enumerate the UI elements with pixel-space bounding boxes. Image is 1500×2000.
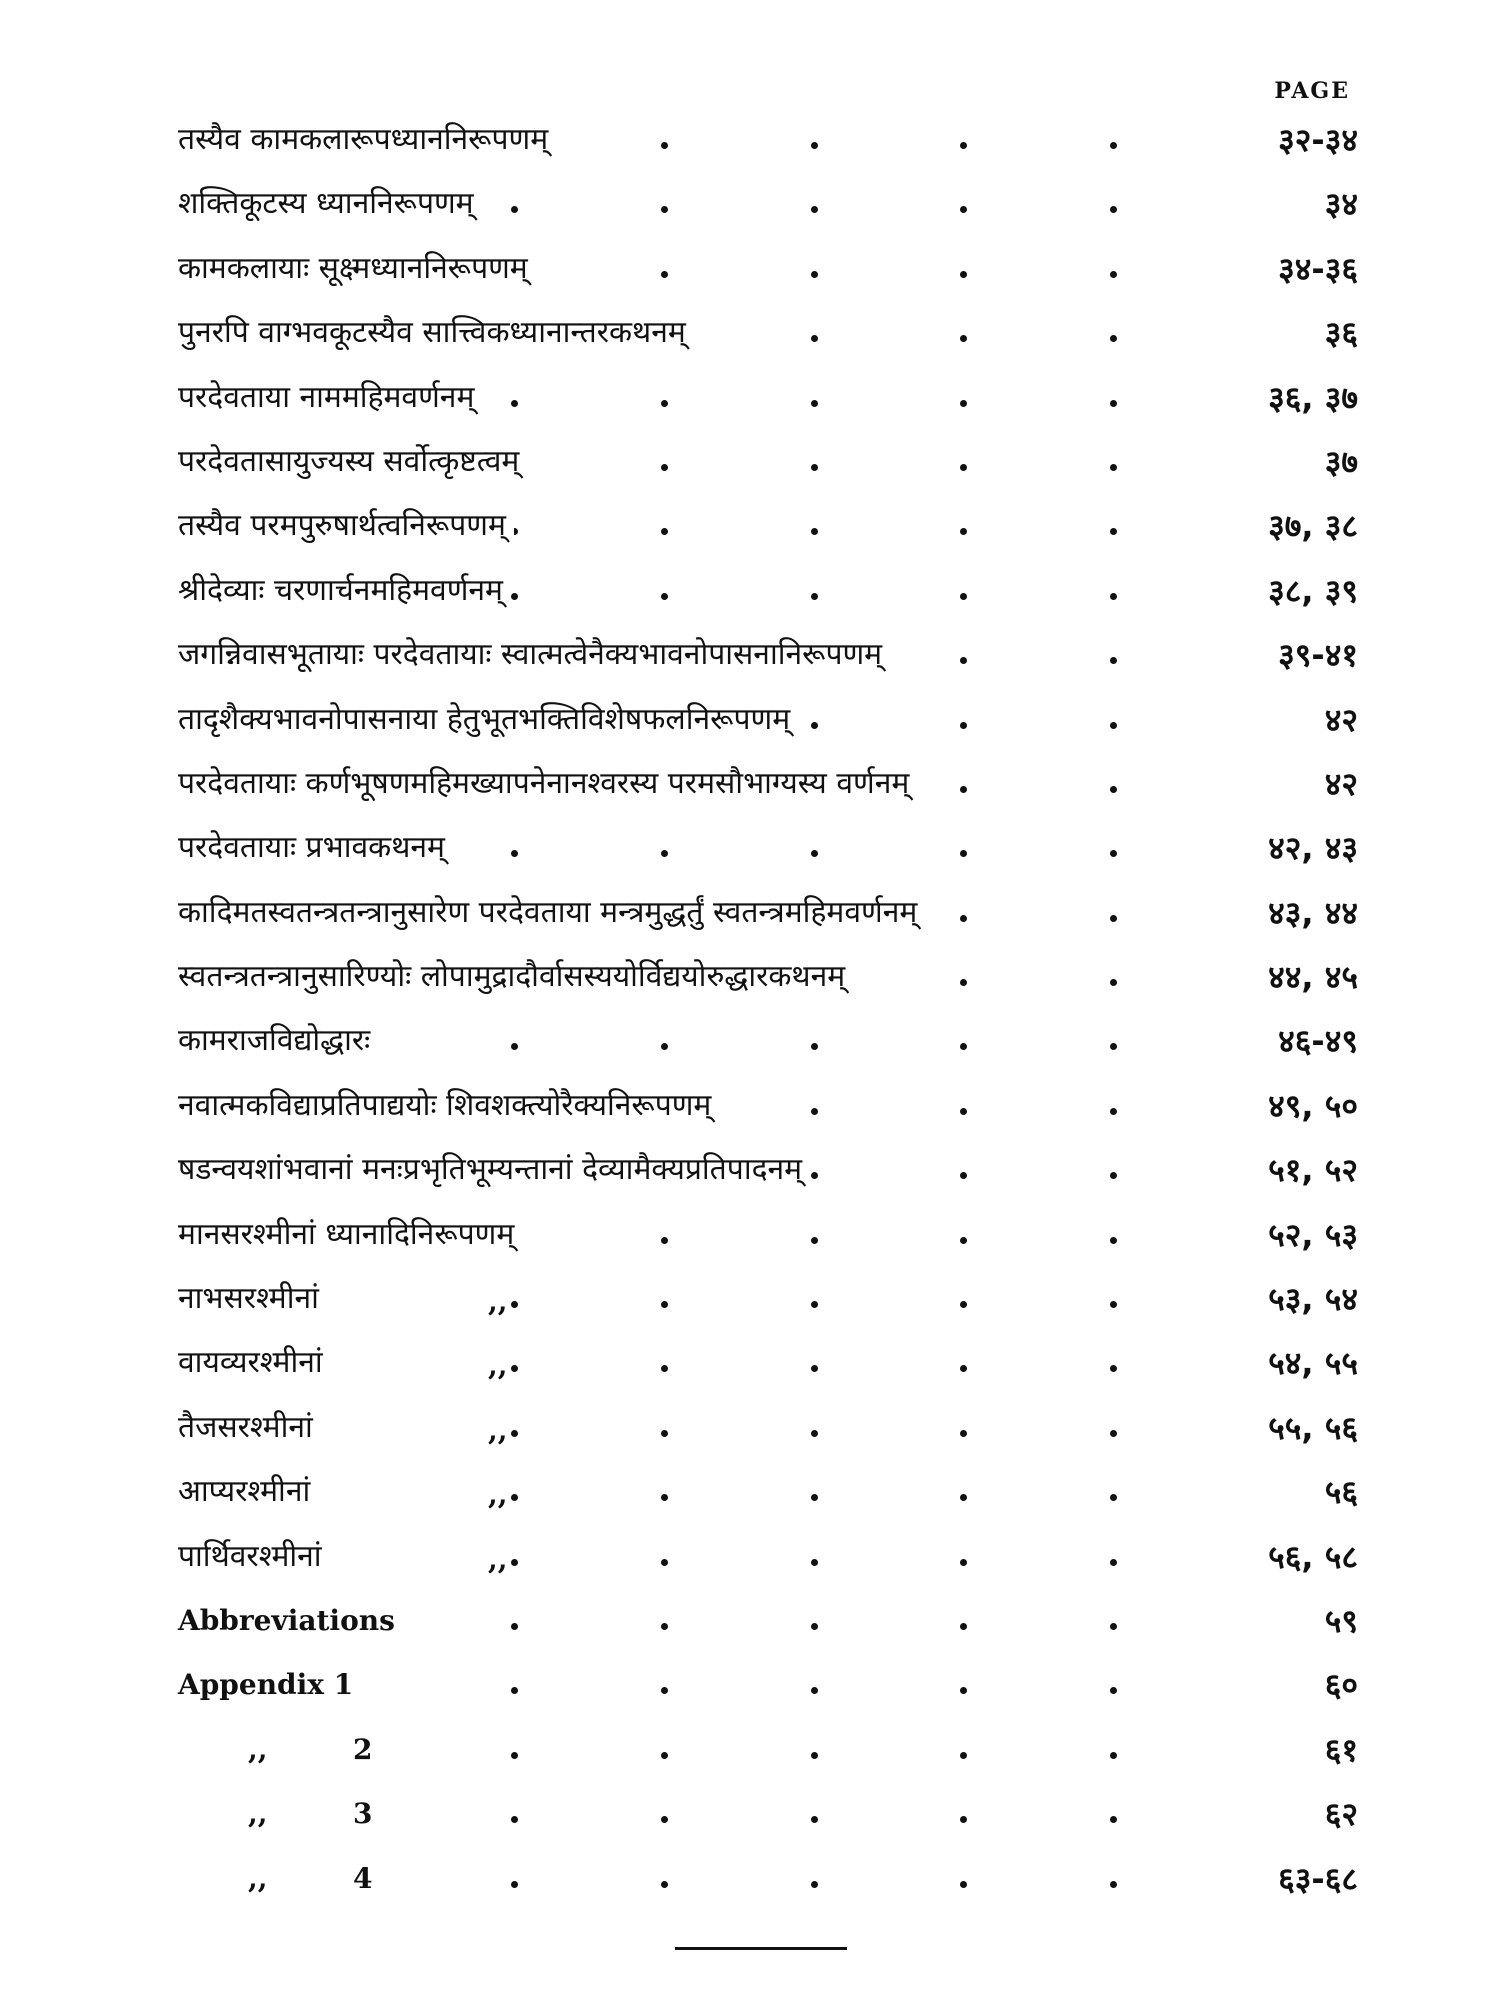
leader-dot [811, 335, 818, 342]
leader-dot [1110, 722, 1117, 729]
toc-entry-title: पार्थिवरश्मीनां [178, 1537, 330, 1577]
toc-row [178, 1591, 1358, 1655]
toc-entry-title: ,, [248, 1859, 276, 1899]
leader-dot [811, 1494, 818, 1501]
leader-dot [1110, 142, 1117, 149]
toc-entry-page: ३४-३६ [1278, 249, 1358, 288]
leader-dot [960, 1623, 967, 1630]
leader-dot [960, 400, 967, 407]
leader-dot [1110, 528, 1117, 535]
toc-entry-page: ४९, ५० [1268, 1086, 1358, 1125]
leader-dot [661, 1365, 668, 1372]
leader-dot [1110, 1365, 1117, 1372]
toc-entry-title: परदेवतासायुज्यस्य सर्वोत्कृष्टत्वम् [178, 442, 527, 482]
toc-entry-ditto: ,, [488, 1542, 508, 1576]
leader-dot [511, 593, 518, 600]
toc-row [178, 625, 1358, 689]
leader-dot [811, 1365, 818, 1372]
leader-dot [511, 400, 518, 407]
leader-dot [511, 850, 518, 857]
toc-entry-title: तादृशैक्यभावनोपासनाया हेतुभूतभक्तिविशेषफलनिरूपणम् [178, 700, 798, 740]
leader-dot [811, 1687, 818, 1694]
leader-dot [511, 1687, 518, 1694]
toc-entry-page: ५६, ५८ [1268, 1537, 1358, 1576]
leader-dot [1110, 1687, 1117, 1694]
leader-dot [661, 206, 668, 213]
leader-dot [1110, 335, 1117, 342]
toc-entry-page: ४३, ४४ [1268, 893, 1358, 932]
toc-row [178, 303, 1358, 367]
toc-entry-number: 2 [353, 1732, 373, 1766]
leader-dot [960, 979, 967, 986]
toc-entry-page: ६३-६८ [1278, 1859, 1358, 1898]
toc-row [178, 1333, 1358, 1397]
toc-row [178, 110, 1358, 174]
leader-dot [661, 271, 668, 278]
toc-row [178, 1849, 1358, 1913]
toc-entry-page: ५६ [1324, 1473, 1358, 1512]
toc-row [178, 1784, 1358, 1848]
leader-dot [811, 464, 818, 471]
toc-entry-page: ३२-३४ [1278, 121, 1358, 159]
toc-row [178, 496, 1358, 560]
leader-dot [1110, 1430, 1117, 1437]
table-of-contents [178, 110, 1358, 1913]
leader-dot [960, 1430, 967, 1437]
toc-entry-title: तस्यैव परमपुरुषार्थत्वनिरूपणम् [178, 506, 514, 546]
leader-dot [661, 400, 668, 407]
leader-dot [960, 1108, 967, 1115]
leader-dot [511, 1881, 518, 1888]
toc-entry-page: ३६, ३७ [1268, 378, 1358, 417]
leader-dot [960, 464, 967, 471]
toc-entry-title: परदेवतायाः प्रभावकथनम् [178, 828, 453, 868]
leader-dot [1110, 593, 1117, 600]
leader-dot [811, 1301, 818, 1308]
leader-dot [960, 1687, 967, 1694]
toc-entry-title: पुनरपि वाग्भवकूटस्यैव सात्त्विकध्यानान्तरकथनम् [178, 313, 694, 353]
page-column-label: PAGE [1274, 78, 1350, 104]
leader-dot [1110, 1301, 1117, 1308]
leader-dot [960, 335, 967, 342]
leader-dot [811, 400, 818, 407]
leader-dot [960, 1043, 967, 1050]
leader-dot [511, 1365, 518, 1372]
toc-row [178, 1269, 1358, 1333]
leader-dot [811, 1108, 818, 1115]
toc-entry-title: षडन्वयशांभवानां मनःप्रभृतिभूम्यन्तानां देव्यामैक्यप्रतिपादनम् [178, 1150, 810, 1190]
leader-dot [661, 593, 668, 600]
toc-entry-title: नवात्मकविद्याप्रतिपाद्ययोः शिवशक्त्योरैक्यनिरूपणम् [178, 1086, 719, 1126]
leader-dot [1110, 1752, 1117, 1759]
toc-entry-page: ३८, ३९ [1268, 571, 1358, 610]
leader-dot [811, 1816, 818, 1823]
leader-dot [811, 1237, 818, 1244]
toc-entry-ditto: ,, [488, 1285, 508, 1319]
leader-dot [960, 1172, 967, 1179]
toc-entry-page: ४६-४९ [1278, 1022, 1358, 1061]
leader-dot [811, 528, 818, 535]
leader-dot [1110, 1559, 1117, 1566]
toc-row [178, 818, 1358, 882]
toc-row [178, 174, 1358, 238]
leader-dot [661, 850, 668, 857]
leader-dot [511, 1043, 518, 1050]
leader-dot [1110, 1623, 1117, 1630]
leader-dot [1110, 206, 1117, 213]
toc-row [178, 1720, 1358, 1784]
leader-dot [960, 786, 967, 793]
toc-entry-title: परदेवतायाः कर्णभूषणमहिमख्यापनेनानश्वरस्य परमसौभाग्यस्य वर्णनम् [178, 764, 917, 804]
toc-entry-page: ४४, ४५ [1268, 958, 1358, 997]
leader-dot [661, 142, 668, 149]
leader-dot [960, 1752, 967, 1759]
toc-entry-title: शक्तिकूटस्य ध्याननिरूपणम् [178, 184, 482, 224]
toc-entry-title: आप्यरश्मीनां [178, 1472, 318, 1512]
toc-row [178, 1462, 1358, 1526]
leader-dot [1110, 1816, 1117, 1823]
toc-entry-page: ६२ [1324, 1795, 1358, 1834]
leader-dot [811, 271, 818, 278]
toc-entry-title: परदेवताया नाममहिमवर्णनम् [178, 378, 482, 418]
toc-row [178, 1398, 1358, 1462]
toc-entry-title: कामराजविद्योद्धारः [178, 1021, 378, 1061]
leader-dot [811, 1752, 818, 1759]
leader-dot [960, 657, 967, 664]
toc-entry-title: कादिमतस्वतन्त्रतन्त्रानुसारेण परदेवताया मन्त्रमुद्धर्तुं स्वतन्त्रमहिमवर्णनम् [178, 893, 925, 933]
toc-row [178, 690, 1358, 754]
leader-dot [661, 1430, 668, 1437]
toc-row [178, 883, 1358, 947]
toc-row [178, 947, 1358, 1011]
leader-dot [811, 1559, 818, 1566]
toc-entry-title: श्रीदेव्याः चरणार्चनमहिमवर्णनम् [178, 571, 511, 611]
leader-dot [960, 271, 967, 278]
leader-dot [811, 850, 818, 857]
toc-entry-page: ६१ [1324, 1730, 1358, 1769]
leader-dot [960, 1301, 967, 1308]
leader-dot [661, 528, 668, 535]
leader-dot [511, 1430, 518, 1437]
leader-dot [661, 1494, 668, 1501]
leader-dot [1110, 271, 1117, 278]
leader-dot [511, 1623, 518, 1630]
leader-dot [960, 1559, 967, 1566]
toc-entry-title: तस्यैव कामकलारूपध्याननिरूपणम् [178, 120, 556, 160]
toc-entry-number: 4 [353, 1861, 373, 1895]
toc-entry-title: जगन्निवासभूतायाः परदेवतायाः स्वात्मत्वेनैक्यभावनोपासनानिरूपणम् [178, 635, 890, 675]
leader-dot [1110, 786, 1117, 793]
leader-dot [811, 1623, 818, 1630]
leader-dot [811, 1881, 818, 1888]
leader-dot [661, 1559, 668, 1566]
toc-entry-page: ५४, ५५ [1268, 1344, 1358, 1383]
toc-row [178, 1527, 1358, 1591]
leader-dot [960, 1237, 967, 1244]
leader-dot [811, 1043, 818, 1050]
leader-dot [661, 1301, 668, 1308]
leader-dot [661, 1752, 668, 1759]
toc-entry-page: ३७, ३८ [1268, 507, 1358, 546]
toc-entry-page: ६० [1324, 1666, 1358, 1705]
leader-dot [511, 1559, 518, 1566]
leader-dot [811, 593, 818, 600]
footer-rule [675, 1947, 847, 1950]
toc-entry-page: ५३, ५४ [1268, 1280, 1358, 1319]
leader-dot [1110, 464, 1117, 471]
leader-dot [1110, 400, 1117, 407]
leader-dot [661, 1623, 668, 1630]
toc-row [178, 561, 1358, 625]
leader-dot [511, 1494, 518, 1501]
leader-dot [811, 722, 818, 729]
toc-entry-page: ३४ [1324, 185, 1358, 224]
leader-dot [1110, 1043, 1117, 1050]
toc-entry-page: ३७ [1324, 442, 1358, 481]
leader-dot [511, 206, 518, 213]
leader-dot [1110, 850, 1117, 857]
toc-entry-page: ४२ [1324, 764, 1358, 803]
toc-row [178, 1140, 1358, 1204]
leader-dot [1110, 657, 1117, 664]
toc-entry-title: कामकलायाः सूक्ष्मध्याननिरूपणम् [178, 249, 536, 289]
leader-dot [960, 142, 967, 149]
leader-dot [960, 915, 967, 922]
toc-row [178, 1076, 1358, 1140]
leader-dot [1110, 915, 1117, 922]
toc-entry-page: ४२, ४३ [1268, 829, 1358, 868]
leader-dot [1110, 1494, 1117, 1501]
leader-dot [960, 1365, 967, 1372]
leader-dot [811, 142, 818, 149]
leader-dot [661, 1237, 668, 1244]
toc-row [178, 754, 1358, 818]
leader-dot [960, 593, 967, 600]
toc-entry-title: Abbreviations [178, 1601, 403, 1641]
leader-dot [811, 1430, 818, 1437]
toc-row [178, 368, 1358, 432]
toc-entry-ditto: ,, [488, 1349, 508, 1383]
leader-dot [511, 1816, 518, 1823]
leader-dot [811, 206, 818, 213]
leader-dot [1110, 1108, 1117, 1115]
toc-entry-ditto: ,, [488, 1413, 508, 1447]
leader-dot [960, 1881, 967, 1888]
toc-entry-title: स्वतन्त्रतन्त्रानुसारिण्योः लोपामुद्रादौर्वासस्ययोर्विद्ययोरुद्धारकथनम् [178, 957, 853, 997]
toc-entry-title: मानसरश्मीनां ध्यानादिनिरूपणम् [178, 1215, 522, 1255]
leader-dot [661, 464, 668, 471]
toc-entry-page: ५२, ५३ [1268, 1215, 1358, 1254]
leader-dot [1110, 1237, 1117, 1244]
toc-row [178, 1655, 1358, 1719]
toc-entry-number: 3 [353, 1797, 373, 1831]
leader-dot [1110, 979, 1117, 986]
toc-row [178, 1205, 1358, 1269]
leader-dot [661, 1687, 668, 1694]
toc-entry-page: ३९-४१ [1278, 636, 1358, 675]
toc-row [178, 432, 1358, 496]
leader-dot [511, 1752, 518, 1759]
leader-dot [661, 1881, 668, 1888]
leader-dot [960, 1816, 967, 1823]
leader-dot [661, 1043, 668, 1050]
toc-entry-title: ,, [248, 1730, 276, 1770]
leader-dot [811, 1172, 818, 1179]
toc-entry-title: नाभसरश्मीनां [178, 1279, 327, 1319]
leader-dot [1110, 1172, 1117, 1179]
leader-dot [960, 722, 967, 729]
leader-dot [960, 850, 967, 857]
toc-entry-title: वायव्यरश्मीनां [178, 1343, 331, 1383]
toc-entry-ditto: ,, [488, 1478, 508, 1512]
toc-entry-title: ,, [248, 1794, 276, 1834]
toc-entry-title: तैजसरश्मीनां [178, 1408, 321, 1448]
leader-dot [661, 1816, 668, 1823]
toc-entry-page: ५५, ५६ [1268, 1408, 1358, 1447]
toc-row [178, 239, 1358, 303]
toc-entry-page: ५९ [1324, 1601, 1358, 1640]
leader-dot [960, 528, 967, 535]
toc-entry-page: ४२ [1324, 700, 1358, 739]
leader-dot [511, 1301, 518, 1308]
toc-entry-page: ५१, ५२ [1268, 1151, 1358, 1190]
toc-row [178, 1011, 1358, 1075]
toc-entry-page: ३६ [1324, 314, 1358, 353]
toc-entry-title: Appendix 1 [178, 1665, 361, 1705]
leader-dot [960, 1494, 967, 1501]
leader-dot [960, 206, 967, 213]
leader-dot [1110, 1881, 1117, 1888]
